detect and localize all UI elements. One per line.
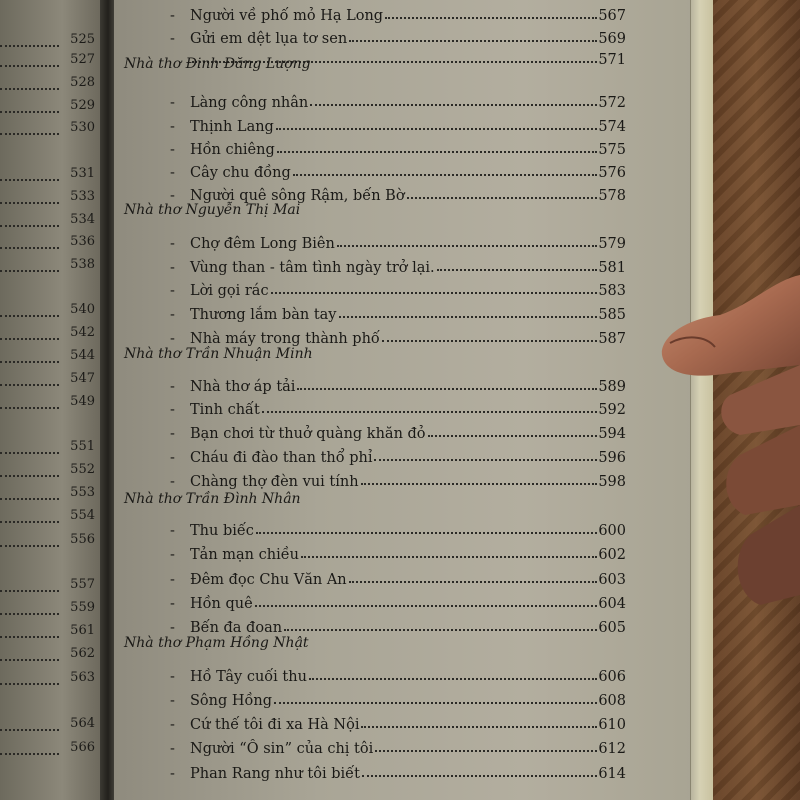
table-of-contents-page bbox=[114, 0, 698, 800]
dot-leader bbox=[0, 683, 59, 685]
dot-leader bbox=[0, 65, 59, 67]
page-number: 589 bbox=[598, 379, 626, 395]
page-number: 538 bbox=[70, 257, 95, 272]
poem-title: Chợ đêm Long Biên bbox=[190, 236, 335, 252]
entry-bullet: - bbox=[170, 717, 175, 733]
entry-bullet: - bbox=[170, 596, 175, 612]
dot-leader bbox=[385, 17, 597, 19]
page-number: 557 bbox=[70, 577, 95, 592]
entry-bullet: - bbox=[170, 31, 175, 47]
poem-title: Hồ Tây cuối thu bbox=[190, 669, 307, 685]
poem-title: Nhà máy trong thành phố bbox=[190, 331, 380, 347]
left-toc-row bbox=[0, 212, 95, 232]
left-toc-row bbox=[0, 439, 95, 459]
page-number: 544 bbox=[70, 348, 95, 363]
dot-leader bbox=[0, 407, 59, 409]
poem-title: Cây chu đồng bbox=[190, 165, 291, 181]
poem-title: Đêm đọc Chu Văn An bbox=[190, 572, 347, 588]
toc-entry bbox=[170, 136, 626, 158]
page-number: 592 bbox=[598, 402, 626, 418]
dot-leader bbox=[284, 629, 597, 631]
toc-entry bbox=[170, 711, 626, 733]
entry-bullet: - bbox=[170, 450, 175, 466]
page-number: 600 bbox=[598, 523, 626, 539]
entry-bullet: - bbox=[170, 95, 175, 111]
left-toc-row bbox=[0, 257, 95, 277]
entry-bullet: - bbox=[170, 669, 175, 685]
page-number: 571 bbox=[598, 52, 626, 68]
dot-leader bbox=[437, 269, 598, 271]
page-number: 531 bbox=[70, 166, 95, 181]
dot-leader bbox=[339, 316, 598, 318]
page-number: 596 bbox=[598, 450, 626, 466]
left-toc-row bbox=[0, 394, 95, 414]
entry-bullet: - bbox=[170, 236, 175, 252]
page-number: 594 bbox=[598, 426, 626, 442]
author-heading: Nhà thơ Trần Nhuận Minh bbox=[124, 346, 313, 362]
toc-entry bbox=[170, 590, 626, 612]
dot-leader bbox=[382, 340, 598, 342]
toc-entry bbox=[170, 517, 626, 539]
left-toc-row bbox=[0, 371, 95, 391]
page-number: 549 bbox=[70, 394, 95, 409]
dot-leader bbox=[0, 361, 59, 363]
left-toc-row bbox=[0, 302, 95, 322]
poem-title: Hồn quê bbox=[190, 596, 253, 612]
page-number: 614 bbox=[598, 766, 626, 782]
toc-entry bbox=[170, 420, 626, 442]
poem-title: Bạn chơi từ thuở quàng khăn đỏ bbox=[190, 426, 426, 442]
left-toc-row bbox=[0, 600, 95, 620]
left-toc-row bbox=[0, 166, 95, 186]
dot-leader bbox=[255, 605, 598, 607]
poem-title: Thịnh Lang bbox=[190, 119, 274, 135]
poem-title: Hồn chiêng bbox=[190, 142, 275, 158]
page-number: 608 bbox=[598, 693, 626, 709]
poem-title: Gửi em dệt lụa tơ sen bbox=[190, 31, 348, 47]
dot-leader bbox=[0, 202, 59, 204]
dot-leader bbox=[0, 636, 59, 638]
dot-leader bbox=[0, 384, 59, 386]
page-number: 527 bbox=[70, 52, 95, 67]
left-toc-row bbox=[0, 120, 95, 140]
dot-leader bbox=[0, 729, 59, 731]
page-number: 569 bbox=[598, 31, 626, 47]
poem-title: Bến đa đoan bbox=[190, 620, 283, 636]
left-toc-row bbox=[0, 646, 95, 666]
left-toc-row bbox=[0, 462, 95, 482]
dot-leader bbox=[428, 435, 598, 437]
page-number: 606 bbox=[598, 669, 626, 685]
toc-entry bbox=[170, 373, 626, 395]
toc-entry bbox=[170, 89, 626, 111]
page-number: 530 bbox=[70, 120, 95, 135]
dot-leader bbox=[375, 750, 597, 752]
entry-bullet: - bbox=[170, 119, 175, 135]
dot-leader bbox=[361, 726, 597, 728]
toc-entry bbox=[170, 663, 626, 685]
dot-leader bbox=[262, 411, 598, 413]
page-number: 554 bbox=[70, 508, 95, 523]
left-toc-row bbox=[0, 98, 95, 118]
page-number: 552 bbox=[70, 462, 95, 477]
page-number: 542 bbox=[70, 325, 95, 340]
page-number: 556 bbox=[70, 532, 95, 547]
toc-entry bbox=[170, 182, 626, 204]
page-number: 528 bbox=[70, 75, 95, 90]
poem-title: Sông Hồng bbox=[190, 693, 273, 709]
page-number: 567 bbox=[598, 8, 626, 24]
entry-bullet: - bbox=[170, 474, 175, 490]
entry-bullet: - bbox=[170, 523, 175, 539]
left-toc-row bbox=[0, 485, 95, 505]
page-number: 610 bbox=[598, 717, 626, 733]
page-number: 551 bbox=[70, 439, 95, 454]
page-number: 574 bbox=[598, 119, 626, 135]
toc-entry bbox=[170, 687, 626, 709]
dot-leader bbox=[310, 104, 597, 106]
page-number: 575 bbox=[598, 142, 626, 158]
toc-entry bbox=[170, 325, 626, 347]
page-number: 563 bbox=[70, 670, 95, 685]
page-number: 566 bbox=[70, 740, 95, 755]
dot-leader bbox=[293, 174, 598, 176]
entry-bullet: - bbox=[170, 693, 175, 709]
page-number: 579 bbox=[598, 236, 626, 252]
dot-leader bbox=[0, 521, 59, 523]
dot-leader bbox=[407, 197, 598, 199]
dot-leader bbox=[0, 452, 59, 454]
dot-leader bbox=[0, 179, 59, 181]
toc-entry bbox=[170, 566, 626, 588]
dot-leader bbox=[0, 315, 59, 317]
page-number: 598 bbox=[598, 474, 626, 490]
toc-entry bbox=[170, 113, 626, 135]
poem-title: Nhà thơ áp tải bbox=[190, 379, 296, 395]
dot-leader bbox=[301, 556, 597, 558]
page-number: 562 bbox=[70, 646, 95, 661]
entry-bullet: - bbox=[170, 307, 175, 323]
entry-bullet: - bbox=[170, 188, 175, 204]
toc-entry bbox=[170, 614, 626, 636]
entry-bullet: - bbox=[170, 766, 175, 782]
page-number: 578 bbox=[598, 188, 626, 204]
toc-entry bbox=[170, 735, 626, 757]
dot-leader bbox=[349, 40, 597, 42]
page-number: 547 bbox=[70, 371, 95, 386]
dot-leader bbox=[374, 459, 597, 461]
dot-leader bbox=[349, 581, 598, 583]
poem-title: Cứ thế tôi đi xa Hà Nội bbox=[190, 717, 360, 733]
left-toc-row bbox=[0, 577, 95, 597]
page-number: 525 bbox=[70, 32, 95, 47]
page-number: 583 bbox=[598, 283, 626, 299]
page-number: 587 bbox=[598, 331, 626, 347]
page-number: 604 bbox=[598, 596, 626, 612]
poem-title: Chàng thợ đèn vui tính bbox=[190, 474, 359, 490]
dot-leader bbox=[0, 45, 59, 47]
left-toc-row bbox=[0, 623, 95, 643]
page-number: 559 bbox=[70, 600, 95, 615]
dot-leader bbox=[309, 678, 597, 680]
poem-title: Lời gọi rác bbox=[190, 283, 269, 299]
left-toc-row bbox=[0, 716, 95, 736]
dot-leader bbox=[0, 111, 59, 113]
dot-leader bbox=[337, 245, 598, 247]
poem-title: Người quê sông Rậm, bến Bờ bbox=[190, 188, 405, 204]
author-heading: Nhà thơ Nguyễn Thị Mai bbox=[124, 202, 301, 218]
left-toc-row bbox=[0, 532, 95, 552]
poem-title: Vùng than - tâm tình ngày trở lại. bbox=[190, 260, 435, 276]
poem-title: Người về phố mỏ Hạ Long bbox=[190, 8, 384, 24]
page-number: 581 bbox=[598, 260, 626, 276]
left-toc-row bbox=[0, 325, 95, 345]
dot-leader bbox=[271, 292, 598, 294]
poem-title: Người “Ô sin” của chị tôi bbox=[190, 741, 374, 757]
left-toc-row bbox=[0, 740, 95, 760]
poem-title: Thương lắm bàn tay bbox=[190, 307, 337, 323]
page-number: 534 bbox=[70, 212, 95, 227]
toc-entry bbox=[170, 25, 626, 47]
dot-leader bbox=[0, 659, 59, 661]
entry-bullet: - bbox=[170, 402, 175, 418]
left-toc-row bbox=[0, 32, 95, 52]
entry-bullet: - bbox=[170, 165, 175, 181]
dot-leader bbox=[0, 225, 59, 227]
toc-entry bbox=[170, 159, 626, 181]
poem-title: Làng công nhân bbox=[190, 95, 309, 111]
dot-leader bbox=[0, 270, 59, 272]
page-number: 605 bbox=[598, 620, 626, 636]
left-toc-row bbox=[0, 75, 95, 95]
entry-bullet: - bbox=[170, 620, 175, 636]
left-toc-row bbox=[0, 189, 95, 209]
poem-title: Thu biếc bbox=[190, 523, 254, 539]
toc-entry bbox=[170, 396, 626, 418]
dot-leader bbox=[0, 475, 59, 477]
page-number: 533 bbox=[70, 189, 95, 204]
entry-bullet: - bbox=[170, 572, 175, 588]
toc-entry bbox=[170, 468, 626, 490]
left-toc-row bbox=[0, 234, 95, 254]
entry-bullet: - bbox=[170, 283, 175, 299]
dot-leader bbox=[0, 338, 59, 340]
dot-leader bbox=[274, 702, 597, 704]
left-toc-row bbox=[0, 670, 95, 690]
page-number: 564 bbox=[70, 716, 95, 731]
dot-leader bbox=[0, 498, 59, 500]
dot-leader bbox=[0, 88, 59, 90]
poem-title: Tinh chất bbox=[190, 402, 260, 418]
page-number: 553 bbox=[70, 485, 95, 500]
left-toc-row bbox=[0, 508, 95, 528]
toc-entry bbox=[170, 254, 626, 276]
dot-leader bbox=[256, 532, 597, 534]
page-number: 540 bbox=[70, 302, 95, 317]
dot-leader bbox=[0, 133, 59, 135]
page-number: 612 bbox=[598, 741, 626, 757]
left-page bbox=[0, 0, 104, 800]
dot-leader bbox=[0, 545, 59, 547]
entry-bullet: - bbox=[170, 547, 175, 563]
dot-leader bbox=[277, 151, 598, 153]
left-toc-row bbox=[0, 52, 95, 72]
poem-title: Tản mạn chiều bbox=[190, 547, 299, 563]
page-number: 603 bbox=[598, 572, 626, 588]
dot-leader bbox=[0, 590, 59, 592]
toc-entry bbox=[170, 2, 626, 24]
page-number: 576 bbox=[598, 165, 626, 181]
entry-bullet: - bbox=[170, 8, 175, 24]
left-toc-row bbox=[0, 348, 95, 368]
entry-bullet: - bbox=[170, 331, 175, 347]
entry-bullet: - bbox=[170, 142, 175, 158]
dot-leader bbox=[0, 613, 59, 615]
dot-leader bbox=[361, 483, 598, 485]
entry-bullet: - bbox=[170, 426, 175, 442]
entry-bullet: - bbox=[170, 741, 175, 757]
page-number: 529 bbox=[70, 98, 95, 113]
thumb bbox=[660, 255, 800, 625]
poem-title: Cháu đi đào than thổ phỉ bbox=[190, 450, 373, 466]
entry-bullet: - bbox=[170, 379, 175, 395]
toc-entry bbox=[170, 301, 626, 323]
page-number: 602 bbox=[598, 547, 626, 563]
poem-title: Phan Rang như tôi biết bbox=[190, 766, 360, 782]
dot-leader bbox=[0, 753, 59, 755]
page-number: 572 bbox=[598, 95, 626, 111]
page-number: 585 bbox=[598, 307, 626, 323]
author-heading: Nhà thơ Trần Đình Nhân bbox=[124, 491, 301, 507]
dot-leader bbox=[0, 247, 59, 249]
toc-entry bbox=[170, 444, 626, 466]
author-heading: Nhà thơ Đinh Đăng Lượng bbox=[124, 56, 311, 72]
toc-entry bbox=[170, 277, 626, 299]
toc-entry bbox=[170, 541, 626, 563]
toc-entry bbox=[170, 760, 626, 782]
page-number: 561 bbox=[70, 623, 95, 638]
dot-leader bbox=[362, 775, 597, 777]
entry-bullet: - bbox=[170, 260, 175, 276]
toc-entry bbox=[170, 230, 626, 252]
dot-leader bbox=[297, 388, 597, 390]
dot-leader bbox=[276, 128, 597, 130]
page-number: 536 bbox=[70, 234, 95, 249]
author-heading: Nhà thơ Phạm Hồng Nhật bbox=[124, 635, 309, 651]
